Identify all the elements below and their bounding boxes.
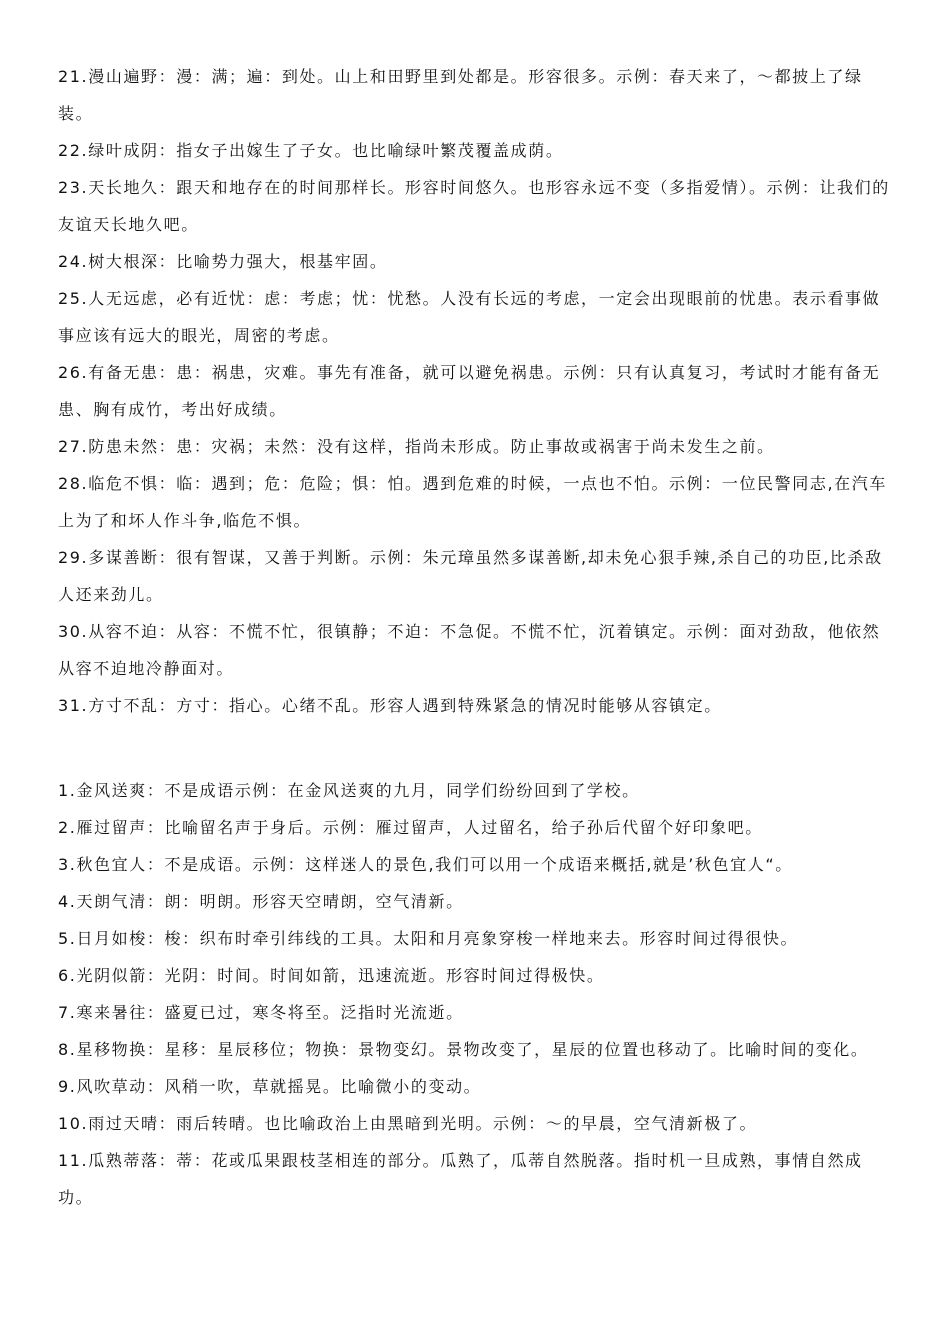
idiom-entry-29: 29.多谋善断：很有智谋，又善于判断。示例：朱元璋虽然多谋善断,却未免心狠手辣,杀自己的功臣,比杀敌人还来劲儿。 <box>58 548 883 604</box>
idiom-entry-11: 11.瓜熟蒂落：蒂：花或瓜果跟枝茎相连的部分。瓜熟了，瓜蒂自然脱落。指时机一旦成熟，事情自然成功。 <box>58 1151 863 1207</box>
idiom-entry-30: 30.从容不迫：从容：不慌不忙，很镇静；不迫：不急促。不慌不忙，沉着镇定。示例：面对劲敌，他依然从容不迫地冷静面对。 <box>58 622 881 678</box>
idiom-entry-3: 3.秋色宜人：不是成语。示例：这样迷人的景色,我们可以用一个成语来概括,就是’秋色宜人“。 <box>58 855 793 874</box>
document-page <box>58 58 892 1216</box>
idiom-entry-4: 4.天朗气清：朗：明朗。形容天空晴朗，空气清新。 <box>58 892 464 911</box>
idiom-list-section-1 <box>58 58 892 724</box>
idiom-entry-8: 8.星移物换：星移：星辰移位；物换：景物变幻。景物改变了，星辰的位置也移动了。比喻时间的变化。 <box>58 1040 869 1059</box>
idiom-entry-7: 7.寒来暑往：盛夏已过，寒冬将至。泛指时光流逝。 <box>58 1003 464 1022</box>
idiom-list-section-2 <box>58 772 892 1216</box>
idiom-entry-27: 27.防患未然：患：灾祸；未然：没有这样，指尚未形成。防止事故或祸害于尚未发生之前。 <box>58 437 775 456</box>
idiom-entry-24: 24.树大根深：比喻势力强大，根基牢固。 <box>58 252 388 271</box>
section-spacer <box>58 724 892 772</box>
idiom-entry-1: 1.金风送爽：不是成语示例：在金风送爽的九月，同学们纷纷回到了学校。 <box>58 781 640 800</box>
idiom-entry-10: 10.雨过天晴：雨后转晴。也比喻政治上由黑暗到光明。示例：～的早晨，空气清新极了。 <box>58 1114 758 1133</box>
idiom-entry-31: 31.方寸不乱：方寸：指心。心绪不乱。形容人遇到特殊紧急的情况时能够从容镇定。 <box>58 696 722 715</box>
idiom-entry-2: 2.雁过留声：比喻留名声于身后。示例：雁过留声，人过留名，给子孙后代留个好印象吧。 <box>58 818 763 837</box>
idiom-entry-23: 23.天长地久：跟天和地存在的时间那样长。形容时间悠久。也形容永远不变（多指爱情）。示例：让我们的友谊天长地久吧。 <box>58 178 890 234</box>
idiom-entry-9: 9.风吹草动：风稍一吹，草就摇晃。比喻微小的变动。 <box>58 1077 482 1096</box>
idiom-entry-5: 5.日月如梭：梭：织布时牵引纬线的工具。太阳和月亮象穿梭一样地来去。形容时间过得很快。 <box>58 929 799 948</box>
idiom-entry-21: 21.漫山遍野：漫：满；遍：到处。山上和田野里到处都是。形容很多。示例：春天来了，～都披上了绿装。 <box>58 67 863 123</box>
idiom-entry-22: 22.绿叶成阴：指女子出嫁生了子女。也比喻绿叶繁茂覆盖成荫。 <box>58 141 564 160</box>
idiom-entry-26: 26.有备无患：患：祸患，灾难。事先有准备，就可以避免祸患。示例：只有认真复习，考试时才能有备无患、胸有成竹，考出好成绩。 <box>58 363 881 419</box>
idiom-entry-25: 25.人无远虑，必有近忧：虑：考虑；忧：忧愁。人没有长远的考虑，一定会出现眼前的忧患。表示看事做事应该有远大的眼光，周密的考虑。 <box>58 289 881 345</box>
idiom-entry-6: 6.光阴似箭：光阴：时间。时间如箭，迅速流逝。形容时间过得极快。 <box>58 966 605 985</box>
idiom-entry-28: 28.临危不惧：临：遇到；危：危险；惧：怕。遇到危难的时候，一点也不怕。示例：一位民警同志,在汽车上为了和坏人作斗争,临危不惧。 <box>58 474 887 530</box>
